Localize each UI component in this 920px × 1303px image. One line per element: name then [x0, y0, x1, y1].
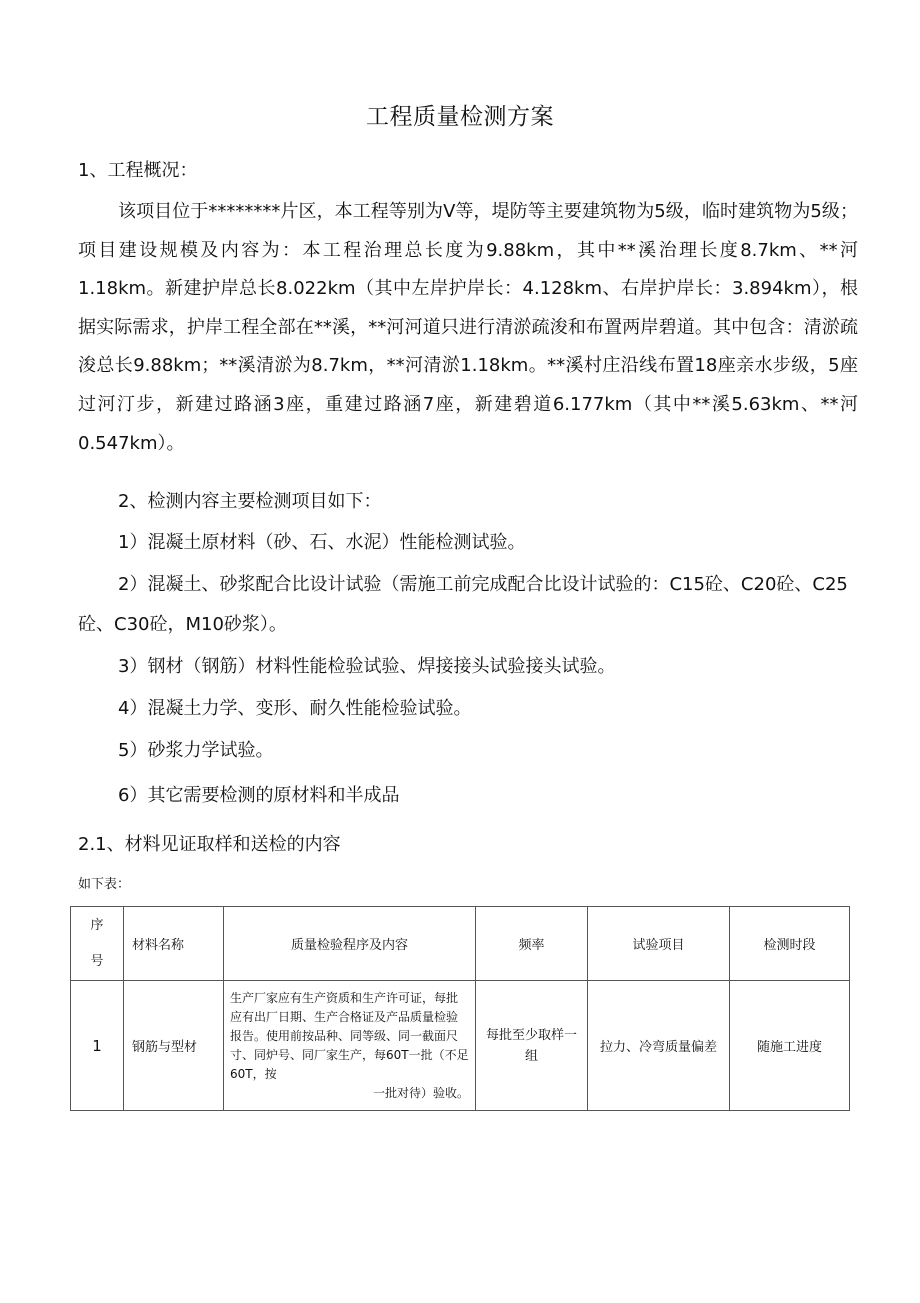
- row-seq: 1: [71, 981, 124, 1111]
- table-header-row: [71, 907, 850, 981]
- test-item-2: 2）混凝土、砂浆配合比设计试验（需施工前完成配合比设计试验的：C15砼、C20砼、C25砼、C30砼，M10砂浆）。: [78, 574, 848, 635]
- header-material-name: 材料名称: [124, 907, 224, 981]
- test-item-3: 3）钢材（钢筋）材料性能检验试验、焊接接头试验接头试验。: [118, 656, 616, 677]
- row-inspection-content: [224, 981, 476, 1111]
- header-seq-top: 序: [90, 917, 104, 933]
- test-item-4: 4）混凝土力学、变形、耐久性能检验试验。: [118, 698, 472, 719]
- project-overview-paragraph: 该项目位于********片区，本工程等别为V等，堤防等主要建筑物为5级，临时建筑物为5级；项目建设规模及内容为：本工程治理总长度为9.88km，其中**溪治理长度8.7km、**河1.18km。新建护岸总长8.022km（其中左岸护岸长：4.128km、右岸护岸长：3.894km），根据实际需求，护岸工程全部在**溪，**河河道只进行清淤疏浚和布置两岸碧道。其中包含：清淤疏浚总长9.88km；**溪清淤为8.7km，**河清淤1.18km。**溪村庄沿线布置18座亲水步级，5座过河汀步，新建过路涵3座，重建过路涵7座，新建碧道6.177km（其中**溪5.63km、**河0.547km）。: [78, 201, 858, 454]
- header-frequency: 频率: [476, 907, 588, 981]
- document-title: 工程质量检测方案: [366, 104, 554, 130]
- header-inspection-content: 质量检验程序及内容: [224, 907, 476, 981]
- row-material-name: 钢筋与型材: [124, 981, 224, 1111]
- header-seq: [71, 907, 124, 981]
- row-content-last: 一批对待）验收。: [372, 1085, 469, 1100]
- row-test-period: 随施工进度: [730, 981, 850, 1111]
- row-frequency: 每批至少取样一组: [476, 981, 588, 1111]
- header-seq-bottom: 号: [90, 953, 104, 969]
- test-item-6: 6）其它需要检测的原材料和半成品: [118, 785, 400, 806]
- table-intro-note: 如下表：: [78, 877, 131, 892]
- section-2-1-heading: 2.1、材料见证取样和送检的内容: [78, 834, 341, 855]
- header-test-period: 检测时段: [730, 907, 850, 981]
- section-2-heading: 2、检测内容主要检测项目如下：: [118, 491, 382, 512]
- row-content-main: 生产厂家应有生产资质和生产许可证，每批应有出厂日期、生产合格证及产品质量检验报告。使用前按品种、同等级、同一截面尺寸、同炉号、同厂家生产，每60T一批（不足60T，按: [230, 990, 469, 1081]
- material-sampling-table: [70, 906, 850, 1111]
- test-item-1: 1）混凝土原材料（砂、石、水泥）性能检测试验。: [118, 532, 526, 553]
- table-row: [71, 981, 850, 1111]
- header-test-items: 试验项目: [588, 907, 730, 981]
- section-1-heading: 1、工程概况：: [78, 160, 198, 181]
- row-test-items: 拉力、冷弯质量偏差: [588, 981, 730, 1111]
- test-item-5: 5）砂浆力学试验。: [118, 740, 274, 761]
